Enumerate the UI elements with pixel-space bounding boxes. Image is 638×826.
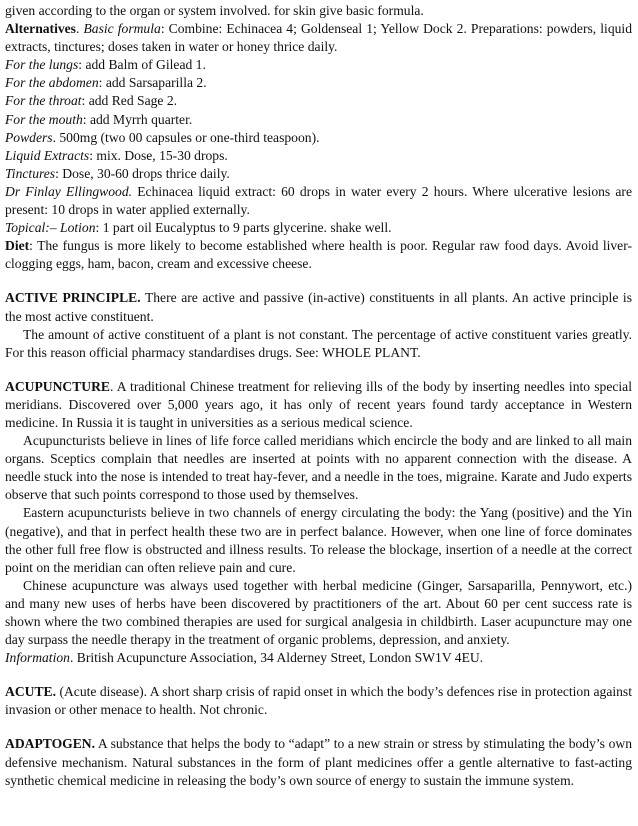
acupuncture-information (5, 649, 632, 667)
adaptogen-text: A substance that helps the body to “adapt” to a new strain or stress by stimulating the body’s own defensive mechanism. Natural substances in the form of plant medicines offer a gentle alternative to fast-acting synthetic chemical medicine in releasing the body’s own source of energy to sustain the immune system. (5, 736, 632, 788)
acute-heading: ACUTE. (5, 684, 56, 700)
lungs-text: : add Balm of Gilead 1. (78, 57, 206, 73)
acute-text: (Acute disease). A short sharp crisis of rapid onset in which the body’s defences rise in protection against invasion or other menace to health. Not chronic. (5, 684, 632, 718)
adaptogen-entry (5, 735, 632, 789)
acupuncture-text: . A traditional Chinese treatment for relieving ills of the body by inserting needles into special meridians. Discovered over 5,000 years ago, it has only of recent years found tardy acceptance in Western medicine. In Russia it is taught in universities as a serious medical science. (5, 378, 632, 430)
mouth-label: For the mouth (5, 111, 83, 127)
throat-text: : add Red Sage 2. (81, 93, 178, 109)
intro-line: given according to the organ or system involved. for skin give basic formula. (5, 3, 424, 18)
alternatives-label: Alternatives (5, 21, 76, 37)
alternatives-paragraph: Alternatives. Basic formula: Combine: Echinacea 4; Goldenseal 1; Yellow Dock 2. Preparations: powders, liquid extracts, tinctures; doses taken in water or honey thrice daily. (5, 21, 632, 55)
throat-line (5, 92, 632, 110)
powders-text: . 500mg (two 00 capsules or one-third teaspoon). (52, 129, 320, 145)
section-gap (5, 273, 632, 289)
topical-line (5, 219, 632, 237)
active-principle-entry (5, 289, 632, 325)
basic-formula-text: : Combine: Echinacea 4; Goldenseal 1; Yellow Dock 2. Preparations: powders, liquid extracts, tinctures; doses taken in water or honey thrice daily. (5, 21, 632, 55)
mouth-text: : add Myrrh quarter. (82, 111, 193, 127)
topical-text: : 1 part oil Eucalyptus to 9 parts glycerine. shake well. (95, 220, 392, 236)
liquid-extracts-line (5, 147, 632, 165)
liquid-extracts-text: : mix. Dose, 15-30 drops. (89, 147, 228, 163)
section-gap (5, 362, 632, 378)
throat-label: For the throat (5, 93, 82, 109)
information-label: Information (5, 650, 70, 666)
section-gap (5, 719, 632, 735)
acute-entry (5, 683, 632, 719)
lungs-line (5, 56, 632, 74)
information-text: . British Acupuncture Association, 34 Alderney Street, London SW1V 4EU. (69, 650, 484, 666)
acupuncture-heading: ACUPUNCTURE (5, 378, 110, 394)
abdomen-label: For the abdomen (5, 75, 99, 91)
diet-label: Diet (5, 238, 30, 254)
acupuncture-paragraph-3: Eastern acupuncturists believe in two channels of energy circulating the body: the Yang (positive) and the Yin (negative), and that in perfect health these two are in perfect balance. However, when one line of force dominates the other full free flow is obstructed and illness results. To release the blockage, insertion of a needle at the correct point on the meridian can often relieve pain and cure. (5, 505, 632, 575)
topical-label: Topical:– Lotion (5, 220, 96, 236)
active-principle-text: There are active and passive (in-active) constituents in all plants. An active principle is the most active constituent. (5, 290, 632, 324)
acupuncture-entry (5, 378, 632, 432)
ellingwood-text: Echinacea liquid extract: 60 drops in water every 2 hours. Where ulcerative lesions are present: 10 drops in water applied externally. (5, 183, 632, 218)
active-principle-paragraph-2: The amount of active constituent of a plant is not constant. The percentage of active constituent varies greatly. For this reason official pharmacy standardises drugs. See: WHOLE PLANT. (5, 326, 632, 360)
acupuncture-paragraph-2: Acupuncturists believe in lines of life force called meridians which encircle the body and are linked to all main organs. Sceptics complain that needles are inserted at points with no apparent connection with the disease. A needle stuck into the nose is intended to treat hay-fever, and a needle in the toes, migraine. Karate and Judo experts observe that such points correspond to those used by themselves. (5, 433, 632, 503)
diet-paragraph (5, 237, 632, 273)
diet-text: : The fungus is more likely to become established where health is poor. Regular raw food days. Avoid liver-clogging eggs, ham, bacon, cream and excessive cheese. (5, 238, 632, 272)
ellingwood-label: Dr Finlay Ellingwood. (5, 183, 133, 199)
ellingwood-paragraph (5, 183, 632, 219)
lungs-label: For the lungs (5, 57, 79, 73)
liquid-extracts-label: Liquid Extracts (5, 147, 90, 163)
abdomen-line (5, 74, 632, 92)
tinctures-text: : Dose, 30-60 drops thrice daily. (55, 165, 230, 181)
basic-formula-label: Basic formula (83, 21, 161, 37)
mouth-line (5, 111, 632, 129)
section-gap (5, 667, 632, 683)
abdomen-text: : add Sarsaparilla 2. (98, 75, 207, 91)
tinctures-line (5, 165, 632, 183)
tinctures-label: Tinctures (5, 165, 56, 181)
powders-label: Powders (5, 129, 53, 145)
active-principle-heading: ACTIVE PRINCIPLE. (5, 290, 141, 306)
acupuncture-paragraph-4: Chinese acupuncture was always used together with herbal medicine (Ginger, Sarsaparilla, Pennywort, etc.) and many new uses of herbs have been discovered by practitioners of the art. About 60 per cent success rate is shown where the two combined therapies are used for surgical analgesia in childbirth. Laser acupuncture may one day surpass the needle therapy in the treatment of organic problems, depression, and anxiety. (5, 577, 632, 648)
adaptogen-heading: ADAPTOGEN. (5, 736, 96, 752)
powders-line (5, 129, 632, 147)
